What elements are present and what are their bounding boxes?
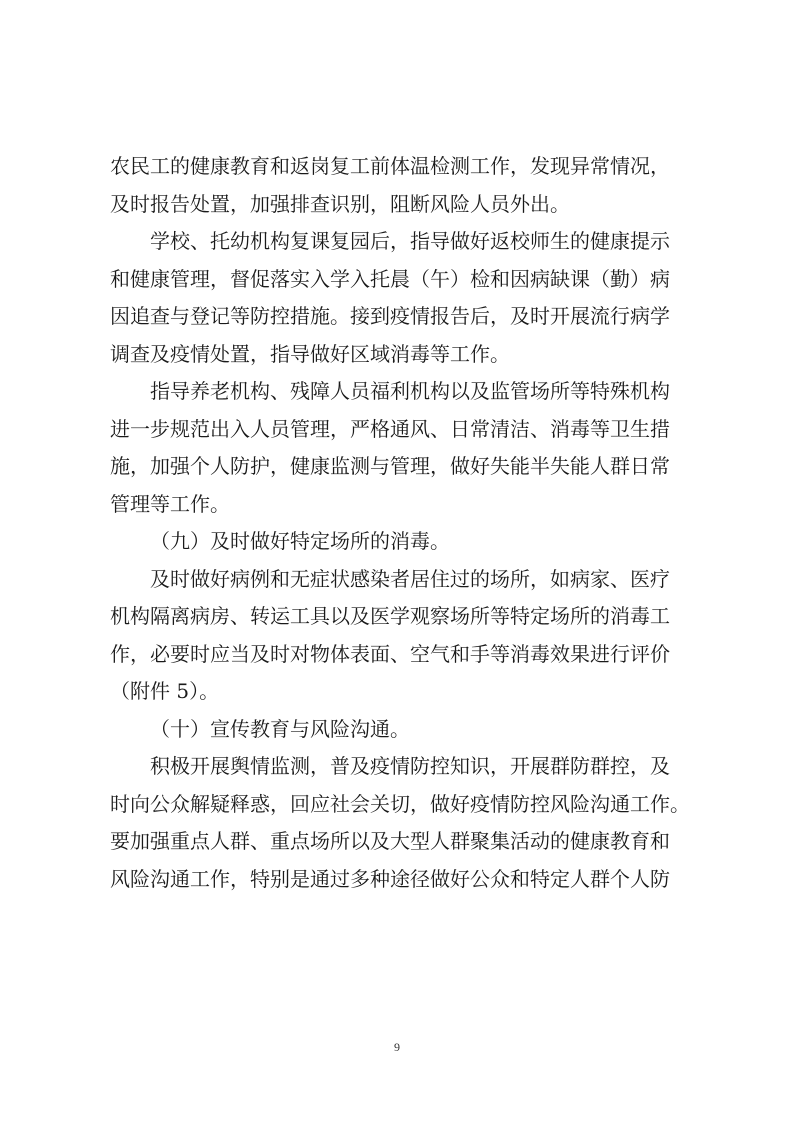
paragraph-special-institutions xyxy=(110,373,710,523)
text-line: （附件 5）。 xyxy=(110,679,220,703)
section-heading-9: （九）及时做好特定场所的消毒。 xyxy=(150,529,450,553)
paragraph-schools xyxy=(110,223,710,373)
text-line: 施，加强个人防护，健康监测与管理，做好失能半失能人群日常 xyxy=(110,454,670,478)
text-line: 管理等工作。 xyxy=(110,491,230,516)
text-line: 及时报告处置，加强排查识别，阻断风险人员外出。 xyxy=(110,191,570,216)
text-line: 调查及疫情处置，指导做好区域消毒等工作。 xyxy=(110,341,510,366)
paragraph-disinfection xyxy=(110,561,710,711)
text-line: 风险沟通工作，特别是通过多种途径做好公众和特定人群个人防 xyxy=(110,866,670,891)
text-line: 积极开展舆情监测，普及疫情防控知识，开展群防群控，及 xyxy=(150,754,670,778)
text-line: 进一步规范出入人员管理，严格通风、日常清洁、消毒等卫生措 xyxy=(110,416,670,441)
text-line: 机构隔离病房、转运工具以及医学观察场所等特定场所的消毒工 xyxy=(110,604,670,628)
text-line: 和健康管理，督促落实入学入托晨（午）检和因病缺课（勤）病 xyxy=(110,266,670,291)
text-line: 农民工的健康教育和返岗复工前体温检测工作，发现异常情况， xyxy=(110,154,670,178)
text-line: 学校、托幼机构复课复园后，指导做好返校师生的健康提示 xyxy=(150,229,670,253)
text-line: 指导养老机构、残障人员福利机构以及监管场所等特殊机构 xyxy=(150,379,670,403)
text-line: 作，必要时应当及时对物体表面、空气和手等消毒效果进行评价 xyxy=(110,641,670,666)
page-number: 9 xyxy=(394,1040,400,1054)
section-heading-10: （十）宣传教育与风险沟通。 xyxy=(150,716,410,741)
page-body xyxy=(110,148,710,898)
text-line: 及时做好病例和无症状感染者居住过的场所，如病家、医疗 xyxy=(150,566,670,591)
text-line: 时向公众解疑释惑，回应社会关切，做好疫情防控风险沟通工作。 xyxy=(110,791,690,816)
text-line: 因追查与登记等防控措施。接到疫情报告后，及时开展流行病学 xyxy=(110,304,670,328)
paragraph-communication xyxy=(110,748,710,898)
text-line: 要加强重点人群、重点场所以及大型人群聚集活动的健康教育和 xyxy=(110,829,670,853)
paragraph-1 xyxy=(110,148,710,223)
